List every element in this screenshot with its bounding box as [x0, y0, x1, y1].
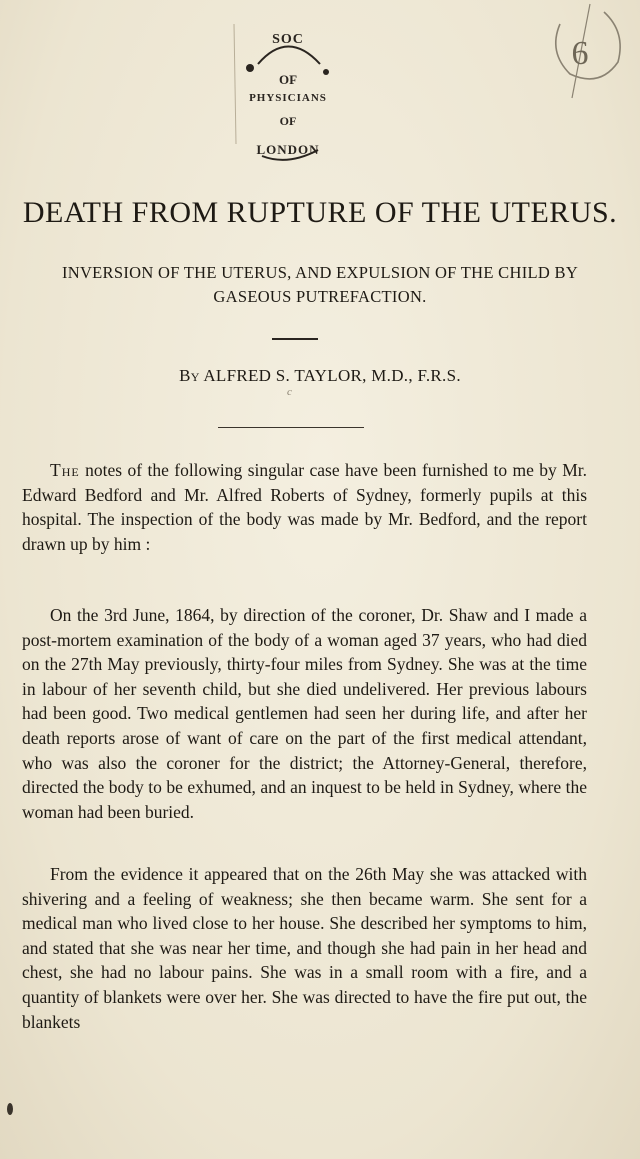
- body-paragraph: [22, 458, 587, 556]
- byline-author: ALFRED S. TAYLOR, M.D., F.R.S.: [203, 366, 461, 385]
- paragraph-text: notes of the following singular case have been furnished to me by Mr. Edward Bedford and Mr. Alfred Roberts of Sydney, formerly pupils at this hospital. The inspection of the body was made by Mr. Bedford, and the report drawn up by him :: [22, 460, 587, 554]
- ink-blot-icon: [6, 1102, 14, 1116]
- paragraph-lead: The: [50, 460, 80, 480]
- stamp-line: SOC: [272, 32, 304, 47]
- stamp-line: OF: [279, 114, 297, 128]
- divider: [272, 338, 318, 340]
- author-byline: [0, 366, 640, 386]
- byline-prefix: By: [179, 366, 200, 385]
- page-subtitle: INVERSION OF THE UTERUS, AND EXPULSION OF THE CHILD BY GASEOUS PUTREFACTION.: [61, 263, 579, 306]
- stamp-line: PHYSICIANS: [249, 92, 327, 104]
- body-paragraph: On the 3rd June, 1864, by direction of the coroner, Dr. Shaw and I made a post-mortem examination of the body of a woman aged 37 years, who had died on the 27th May previously, thirty-four miles from Sydney. She was at the time in labour of her seventh child, but she died undelivered. Her previous labours had been good. Two medical gentlemen had seen her during life, and after her death reports arose of want of care on the part of the first medical attendant, who was also the coroner for the district; the Attorney-General, therefore, directed the body to be exhumed, and an inquest to be held in Sydney, where the woman had been buried.: [22, 605, 587, 822]
- stamp-line: LONDON: [256, 142, 320, 157]
- pencil-number: 6: [571, 35, 589, 72]
- library-stamp: [228, 24, 348, 174]
- stamp-line: OF: [278, 72, 298, 87]
- divider: [218, 427, 364, 428]
- body-paragraph: From the evidence it appeared that on the 26th May she was attacked with shivering and a feeling of weakness; she then became warm. She sent for a medical man who lived close to her house. She described her symptoms to him, and stated that she was near her time, and though she had pain in her head and chest, she had no labour pains. She was in a small room with a fire, and a quantity of blankets were over her. She was directed to have the fire put out, the blankets: [22, 864, 587, 1032]
- pencil-annotation: c: [287, 386, 292, 398]
- pencil-number-mark: [530, 2, 630, 102]
- page-title: DEATH FROM RUPTURE OF THE UTERUS.: [22, 196, 618, 229]
